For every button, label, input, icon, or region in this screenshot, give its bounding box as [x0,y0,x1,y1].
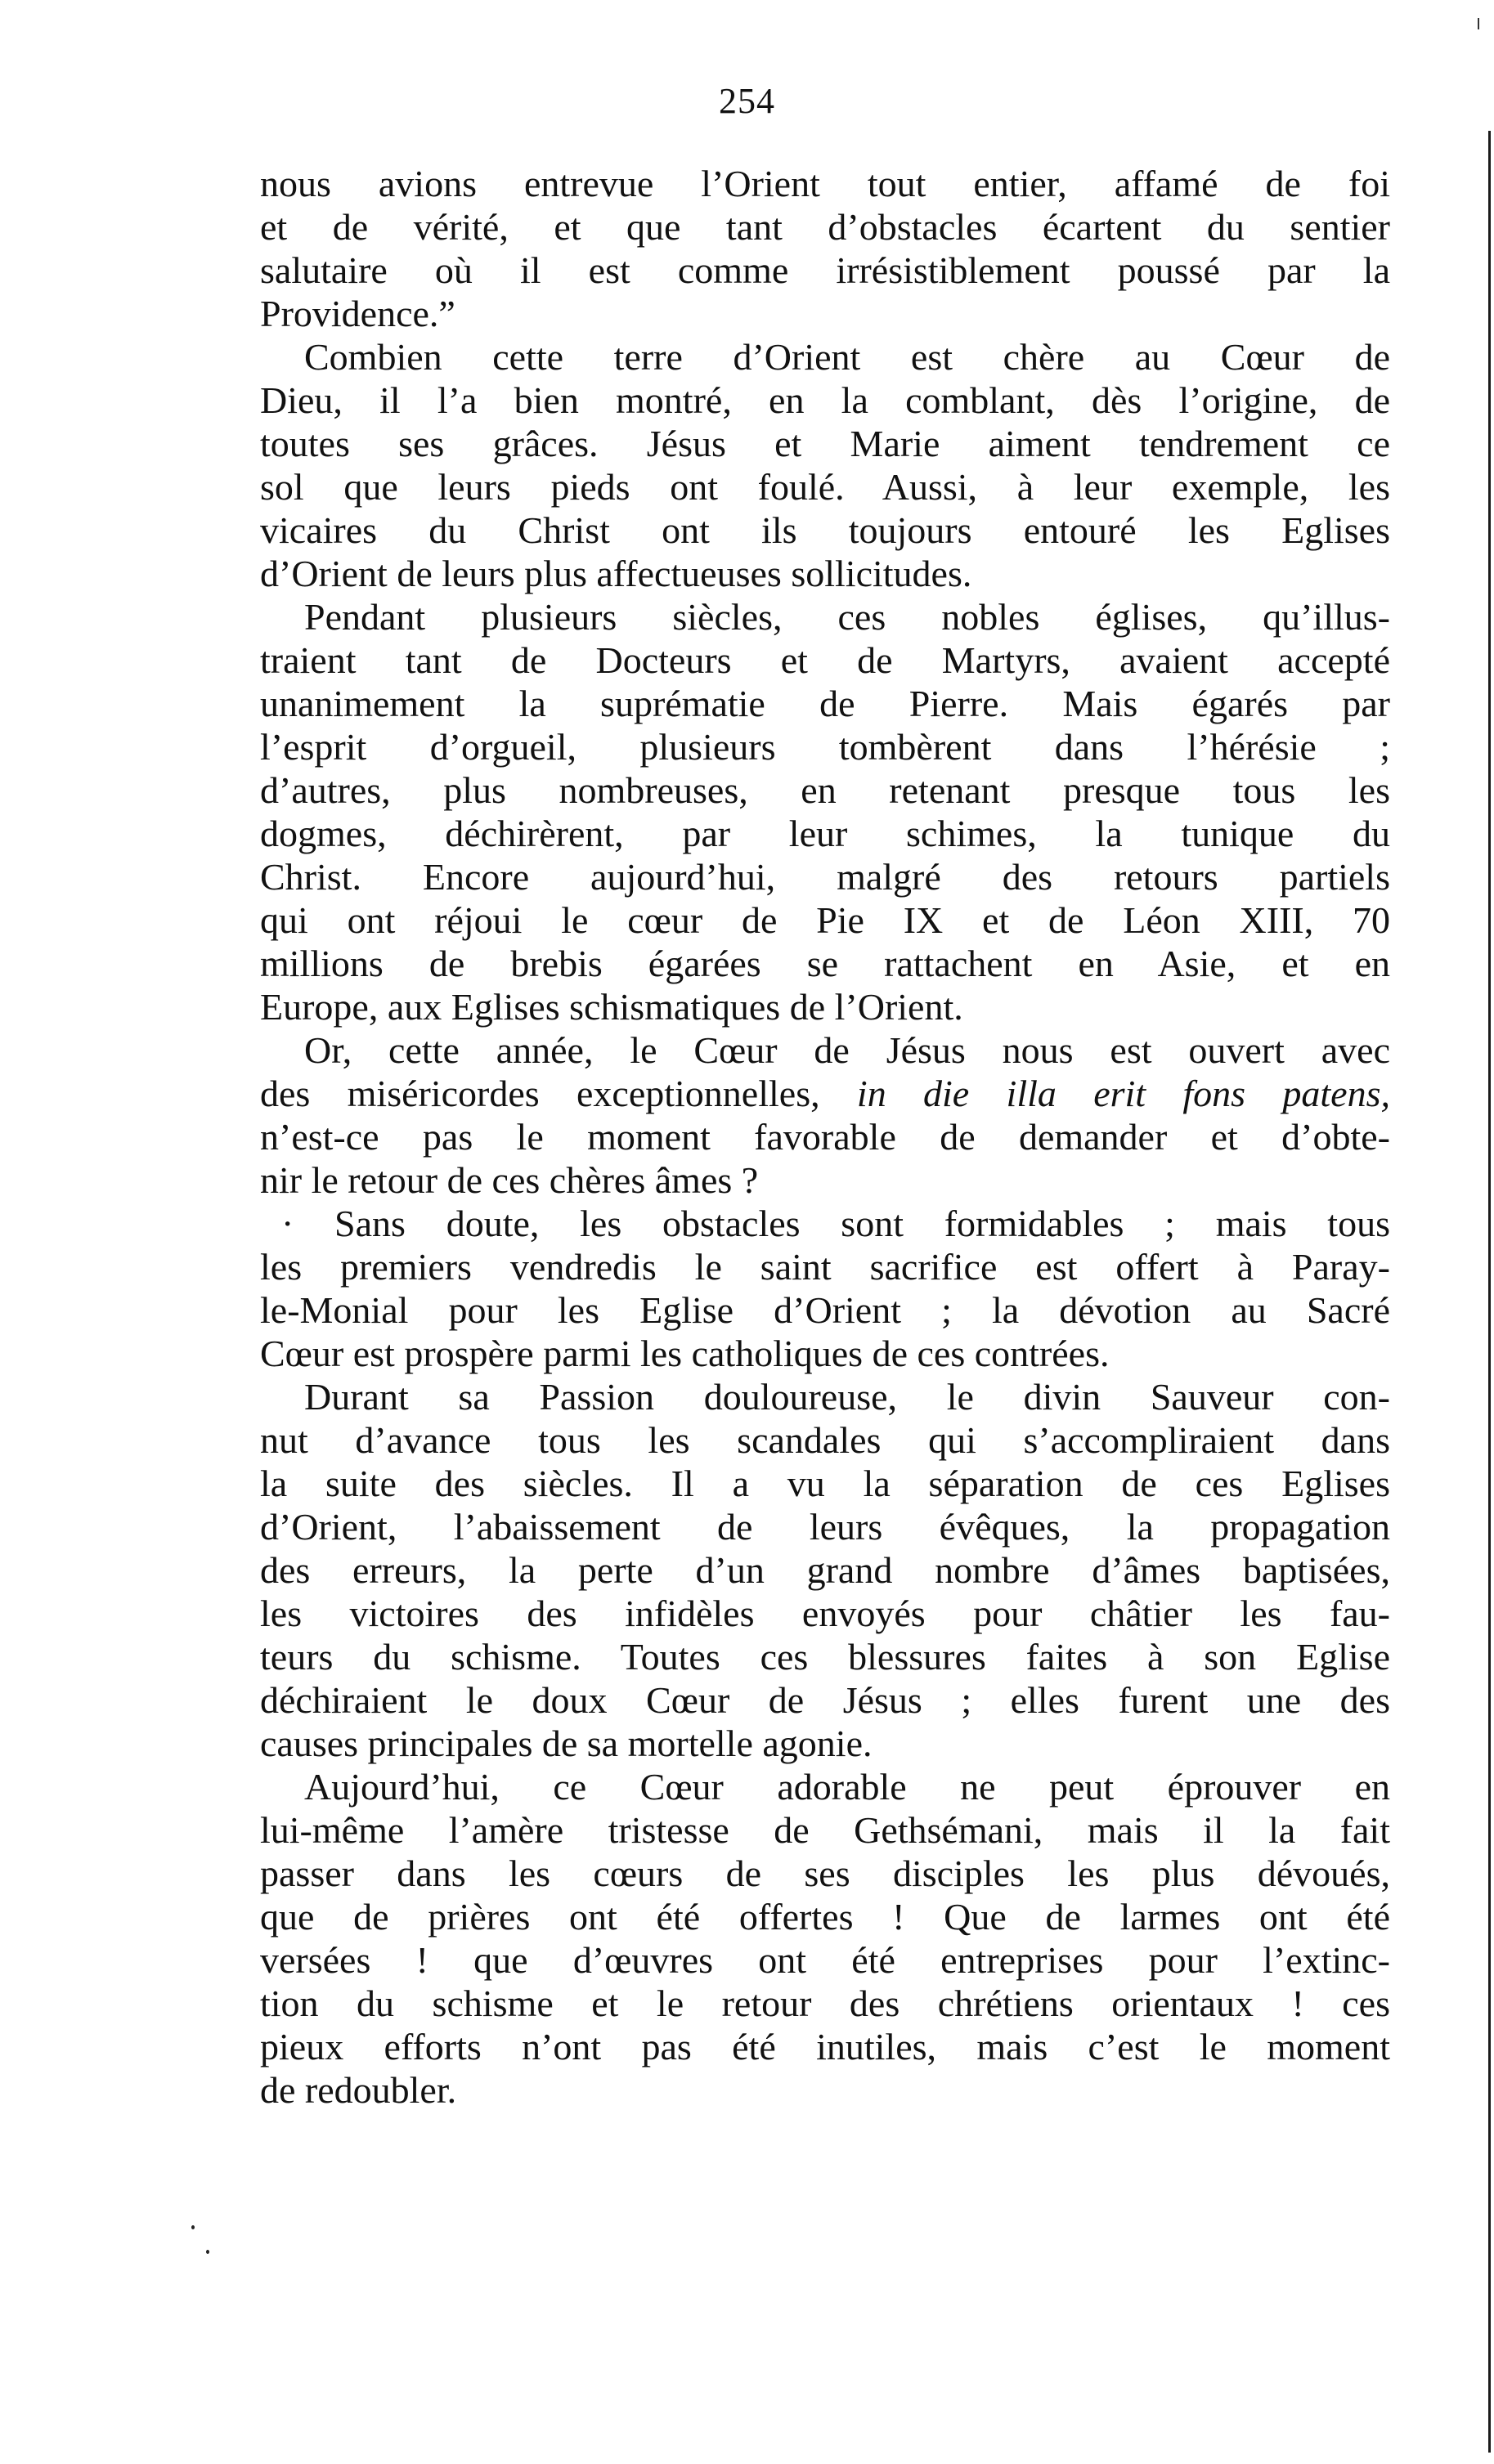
text-line: Dieu, il l’a bien montré, en la comblant, dès l’origine, de [260,379,1390,421]
text-line: nous avions entrevue l’Orient tout entier, affamé de foi [260,163,1390,204]
edge-mark [1478,18,1479,29]
text-line: passer dans les cœurs de ses disciples les plus dévoués, [260,1852,1390,1894]
text-line: traient tant de Docteurs et de Martyrs, avaient accepté [260,639,1390,681]
text-line: Or, cette année, le Cœur de Jésus nous est ouvert avec [304,1029,1390,1071]
text-line: Aujourd’hui, ce Cœur adorable ne peut éprouver en [304,1766,1390,1808]
latin-quote: in die illa erit fons patens, [856,1073,1390,1114]
text-line: Pendant plusieurs siècles, ces nobles églises, qu’illus- [304,596,1390,638]
text-line: lui-même l’amère tristesse de Gethsémani, mais il la fait [260,1809,1390,1851]
text-line: nut d’avance tous les scandales qui s’accompliraient dans [260,1419,1390,1461]
paragraph [260,1765,1390,2112]
ink-speck [206,2250,209,2254]
paragraph [260,162,1390,335]
text-line: Europe, aux Eglises schismatiques de l’Orient. [260,986,963,1028]
body-text [260,162,1390,2112]
text-line: toutes ses grâces. Jésus et Marie aiment tendrement ce [260,423,1390,464]
text-line: de redoubler. [260,2069,457,2111]
text-line: d’autres, plus nombreuses, en retenant presque tous les [260,769,1390,811]
text-line: dogmes, déchirèrent, par leur schimes, la tunique du [260,813,1390,854]
page-number: 254 [719,81,775,121]
text-line: les victoires des infidèles envoyés pour châtier les fau- [260,1593,1390,1634]
text-line: d’Orient de leurs plus affectueuses sollicitudes. [260,553,972,594]
text-line: unanimement la suprématie de Pierre. Mais égarés par [260,683,1390,724]
text-line: les premiers vendredis le saint sacrifice est offert à Paray- [260,1246,1390,1288]
text-line: la suite des siècles. Il a vu la séparation de ces Eglises [260,1463,1390,1504]
text-segment: des miséricordes exceptionnelles, [260,1073,857,1114]
text-line: qui ont réjoui le cœur de Pie IX et de Léon XIII, 70 [260,899,1390,941]
text-line: et de vérité, et que tant d’obstacles écartent du sentier [260,206,1390,248]
paragraph [260,335,1390,595]
ink-speck [191,2225,195,2229]
text-line: sol que leurs pieds ont foulé. Aussi, à leur exemple, les [260,466,1390,508]
text-line: teurs du schisme. Toutes ces blessures faites à son Eglise [260,1636,1390,1678]
text-line: versées ! que d’œuvres ont été entreprises pour l’extinc- [260,1939,1390,1981]
text-line: n’est-ce pas le moment favorable de demander et d’obte- [260,1116,1390,1158]
text-line: des erreurs, la perte d’un grand nombre d’âmes baptisées, [260,1549,1390,1591]
text-line: d’Orient, l’abaissement de leurs évêques, la propagation [260,1506,1390,1548]
paragraph [260,1375,1390,1765]
text-line: Cœur est prospère parmi les catholiques de ces contrées. [260,1333,1110,1374]
text-line: causes principales de sa mortelle agonie. [260,1723,873,1764]
text-line: Christ. Encore aujourd’hui, malgré des retours partiels [260,856,1390,898]
text-line: le-Monial pour les Eglise d’Orient ; la dévotion au Sacré [260,1289,1390,1331]
paragraph [260,595,1390,1028]
text-line: millions de brebis égarées se rattachent en Asie, et en [260,943,1390,984]
text-line: pieux efforts n’ont pas été inutiles, mais c’est le moment [260,2026,1390,2068]
text-line: vicaires du Christ ont ils toujours entouré les Eglises [260,509,1390,551]
text-line: · Sans doute, les obstacles sont formidables ; mais tous [281,1203,1390,1244]
text-line: que de prières ont été offertes ! Que de larmes ont été [260,1896,1390,1938]
paragraph [260,1202,1390,1375]
text-line: Durant sa Passion douloureuse, le divin Sauveur con- [304,1376,1390,1418]
text-line: déchiraient le doux Cœur de Jésus ; elles furent une des [260,1679,1390,1721]
text-line: tion du schisme et le retour des chrétiens orientaux ! ces [260,1982,1390,2024]
text-line: nir le retour de ces chères âmes ? [260,1159,759,1201]
paragraph [260,1028,1390,1202]
text-line-with-italic [260,1072,1390,1115]
text-line: l’esprit d’orgueil, plusieurs tombèrent dans l’hérésie ; [260,726,1390,768]
page-edge-rule [1488,131,1491,2453]
text-line: salutaire où il est comme irrésistiblement poussé par la [260,249,1390,291]
text-line: Providence.” [260,293,455,334]
text-line: Combien cette terre d’Orient est chère au Cœur de [304,336,1390,378]
